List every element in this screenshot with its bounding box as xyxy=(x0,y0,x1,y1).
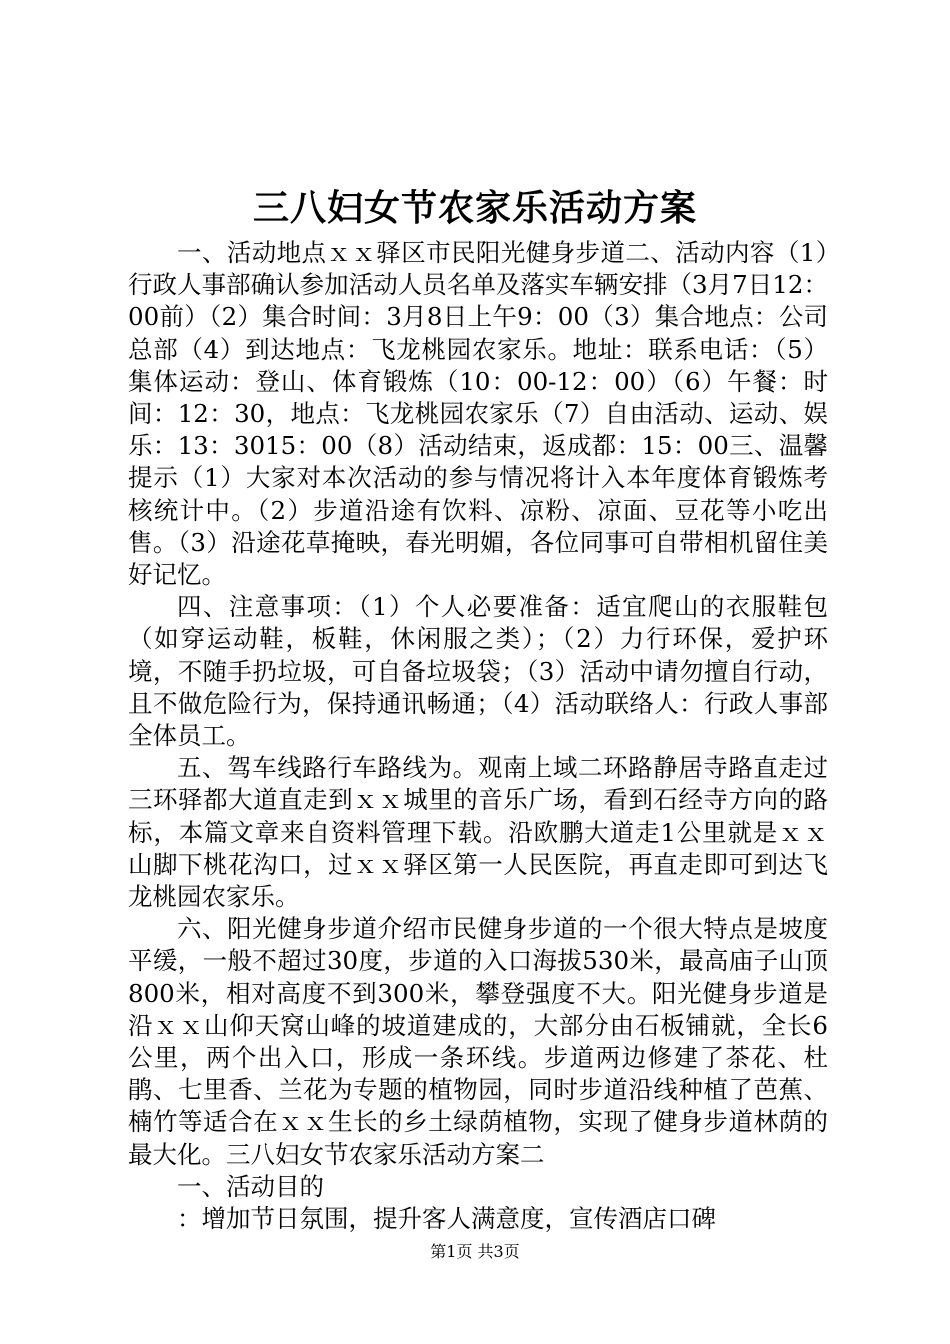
paragraph-section-heading: 一、活动目的 xyxy=(177,1171,324,1201)
paragraph-activity-details: 一、活动地点ｘｘ驿区市民阳光健身步道二、活动内容（1）行政人事部确认参加活动人员名单及落实车辆安排（3月7日12：00前）（2）集合时间：3月8日上午9：00（3）集合地点：公司总部（4）到达地点：飞龙桃园农家乐。地址：联系电话：（5）集体运动：登山、体育锻炼（10：00-12：00）（6）午餐：时间：12：30，地点：飞龙桃园农家乐（7）自由活动、运动、娱乐：13：3015：00（8）活动结束，返成都：15：00三、温馨提示（1）大家对本次活动的参与情况将计入本年度体育锻炼考核统计中。（2）步道沿途有饮料、凉粉、凉面、豆花等小吃出售。（3）沿途花草掩映，春光明媚，各位同事可自带相机留住美好记忆。 xyxy=(128,238,828,590)
document-title: 三八妇女节农家乐活动方案 xyxy=(252,187,697,229)
paragraph-purpose: ：增加节日氛围，提升客人满意度，宣传酒店口碑 xyxy=(177,1204,716,1234)
paragraph-driving-route: 五、驾车线路行车路线为。观南上域二环路静居寺路直走过三环驿都大道直走到ｘｘ城里的音乐广场，看到石经寺方向的路标，本篇文章来自资料管理下载。沿欧鹏大道走1公里就是ｘｘ山脚下桃花沟口，过ｘｘ驿区第一人民医院，再直走即可到达飞龙桃园农家乐。 xyxy=(128,753,828,912)
paragraph-precautions: 四、注意事项：（1）个人必要准备：适宜爬山的衣服鞋包（如穿运动鞋，板鞋，休闲服之类）；（2）力行环保，爱护环境，不随手扔垃圾，可自备垃圾袋；（3）活动中请勿擅自行动，且不做危险行为，保持通讯畅通；（4）活动联络人：行政人事部全体员工。 xyxy=(128,592,828,751)
document-body xyxy=(128,237,828,1235)
page-footer: 第1页 共3页 xyxy=(430,1242,520,1261)
paragraph-trail-intro: 六、阳光健身步道介绍市民健身步道的一个很大特点是坡度平缓，一般不超过30度，步道的入口海拔530米，最高庙子山顶800米，相对高度不到300米，攀登强度不大。阳光健身步道是沿ｘｘ山仰天窝山峰的坡道建成的，大部分由石板铺就，全长6公里，两个出入口，形成一条环线。步道两边修建了茶花、杜鹃、七里香、兰花为专题的植物园，同时步道沿线种植了芭蕉、楠竹等适合在ｘｘ生长的乡土绿荫植物，实现了健身步道林荫的最大化。三八妇女节农家乐活动方案二 xyxy=(128,914,828,1169)
